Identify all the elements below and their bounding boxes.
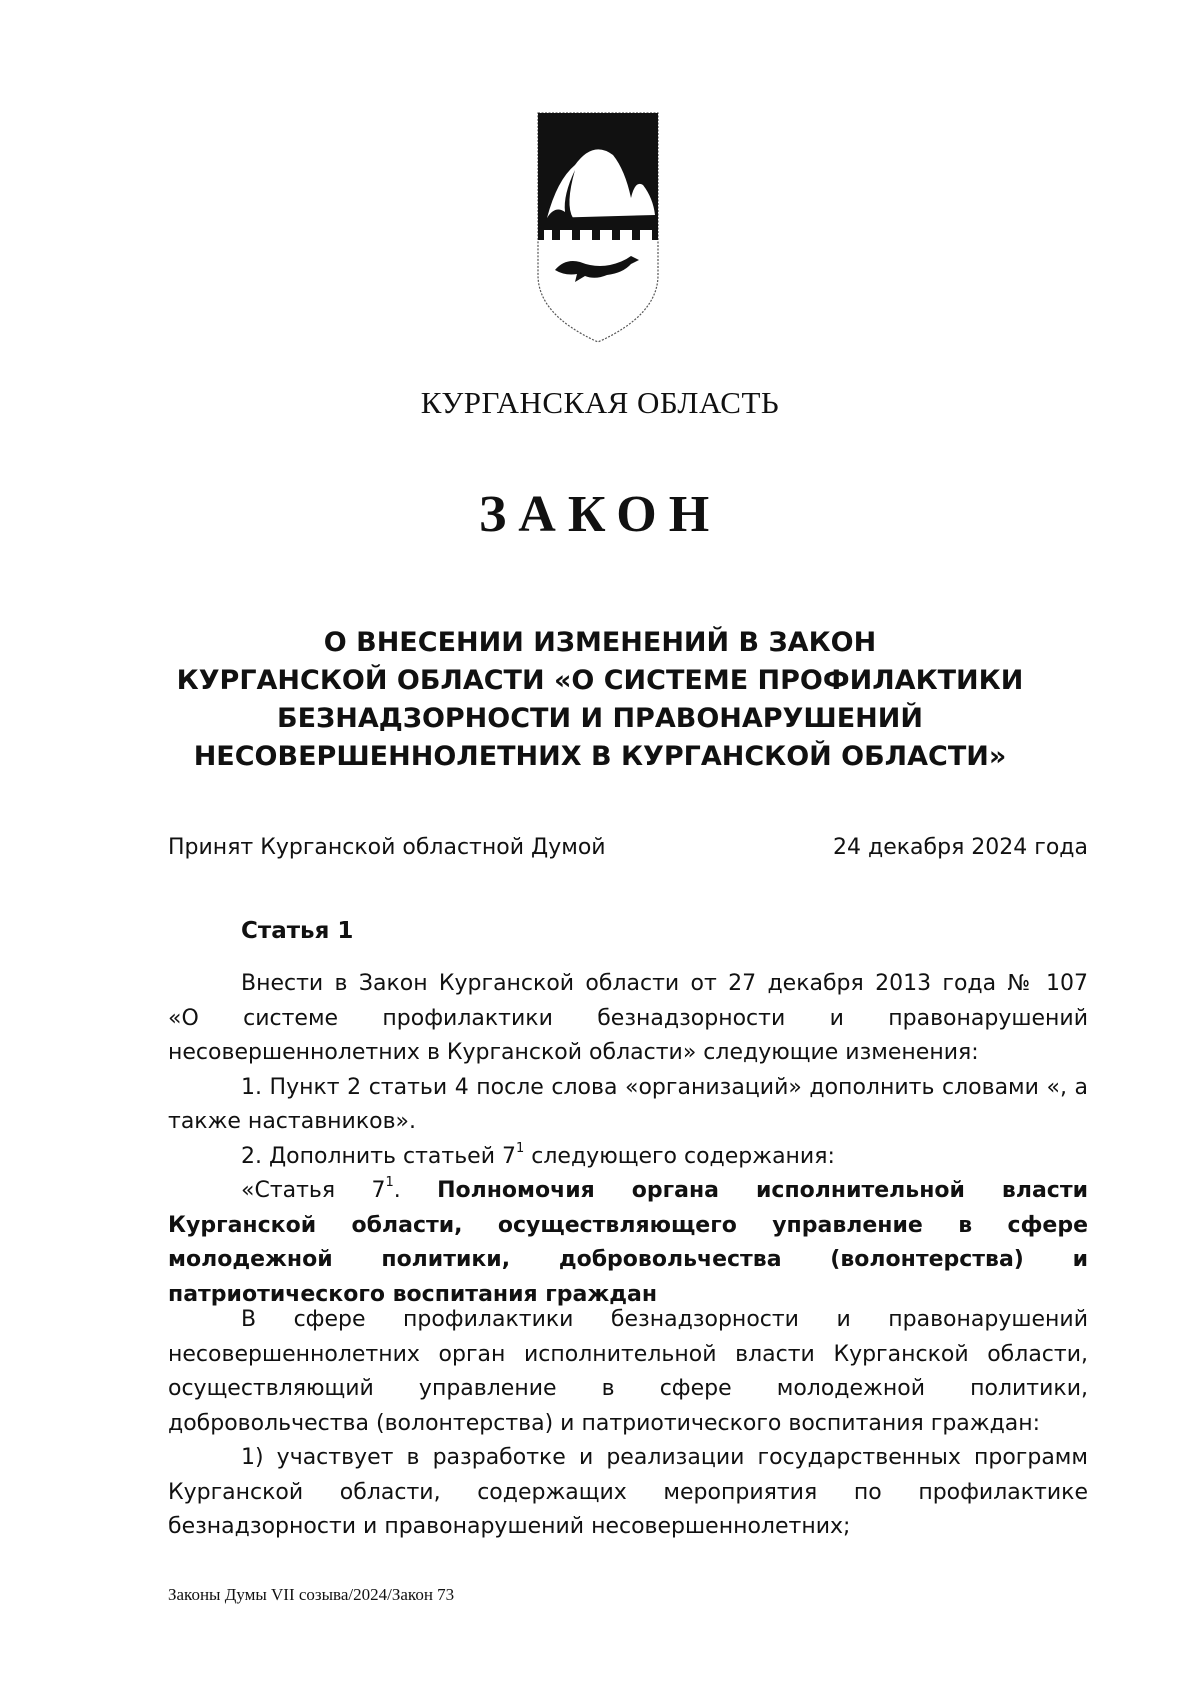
article-body [168, 967, 1088, 1312]
subitem-1: 1) участвует в разработке и реализации государственных программ Курганской области, содержащих мероприятия по профилактике безнадзорности и правонарушений несовершеннолетних; [168, 1445, 1088, 1539]
paragraph-line: несовершеннолетних в Курганской области» следующие изменения: [168, 1040, 979, 1065]
law-title-line: О ВНЕСЕНИИ ИЗМЕНЕНИЙ В ЗАКОН [323, 627, 877, 658]
document-type: ЗАКОН [478, 486, 722, 543]
amendment-item-2 [168, 1140, 1088, 1175]
paragraph-line: «О системе профилактики безнадзорности и правонарушений [168, 1005, 1088, 1031]
law-title-line: НЕСОВЕРШЕННОЛЕТНИХ В КУРГАНСКОЙ ОБЛАСТИ» [193, 741, 1007, 772]
paragraph-line: осуществляющий управление в сфере молодежной политики, [168, 1376, 1088, 1401]
item2-text: следующего содержания: [524, 1143, 835, 1169]
law-title-line: КУРГАНСКОЙ ОБЛАСТИ «О СИСТЕМЕ ПРОФИЛАКТИКИ [176, 665, 1024, 696]
paragraph-line: Внести в Закон Курганской области от 27 декабря 2013 года № 107 [241, 971, 1088, 996]
superscript: 1 [516, 1140, 525, 1156]
law-title-line: БЕЗНАДЗОРНОСТИ И ПРАВОНАРУШЕНИЙ [277, 703, 923, 734]
new-article-dot: . [393, 1178, 438, 1203]
adoption-date: 24 декабря 2024 года [833, 835, 1088, 860]
paragraph-line: несовершеннолетних орган исполнительной власти Курганской области, [168, 1341, 1088, 1367]
paragraph-line: В сфере профилактики безнадзорности и правонарушений [241, 1307, 1088, 1332]
new-article-body [168, 1303, 1088, 1545]
article-heading: Статья 1 [241, 918, 354, 944]
item2-text: 2. Дополнить статьей 7 [241, 1143, 516, 1169]
new-article-title: Полномочия органа исполнительной власти Курганской области, осуществляющего управление в сфере молодежной политики, добровольчества (волонтерства) и патриотического воспитания граждан [168, 1178, 1089, 1307]
coat-of-arms-emblem [535, 110, 661, 345]
region-name: КУРГАНСКАЯ ОБЛАСТЬ [420, 385, 780, 420]
law-title [0, 624, 1200, 776]
new-article-label: «Статья 7 [241, 1178, 386, 1203]
footer-reference: Законы Думы VII созыва/2024/Закон 73 [168, 1585, 455, 1604]
amendment-item-1: 1. Пункт 2 статьи 4 после слова «организаций» дополнить словами «, а также наставников». [168, 1074, 1088, 1134]
new-article-heading [168, 1174, 1088, 1312]
superscript: 1 [385, 1175, 394, 1190]
adopted-by: Принят Курганской областной Думой [168, 835, 606, 860]
paragraph-line: добровольчества (волонтерства) и патриотического воспитания граждан: [168, 1410, 1041, 1436]
